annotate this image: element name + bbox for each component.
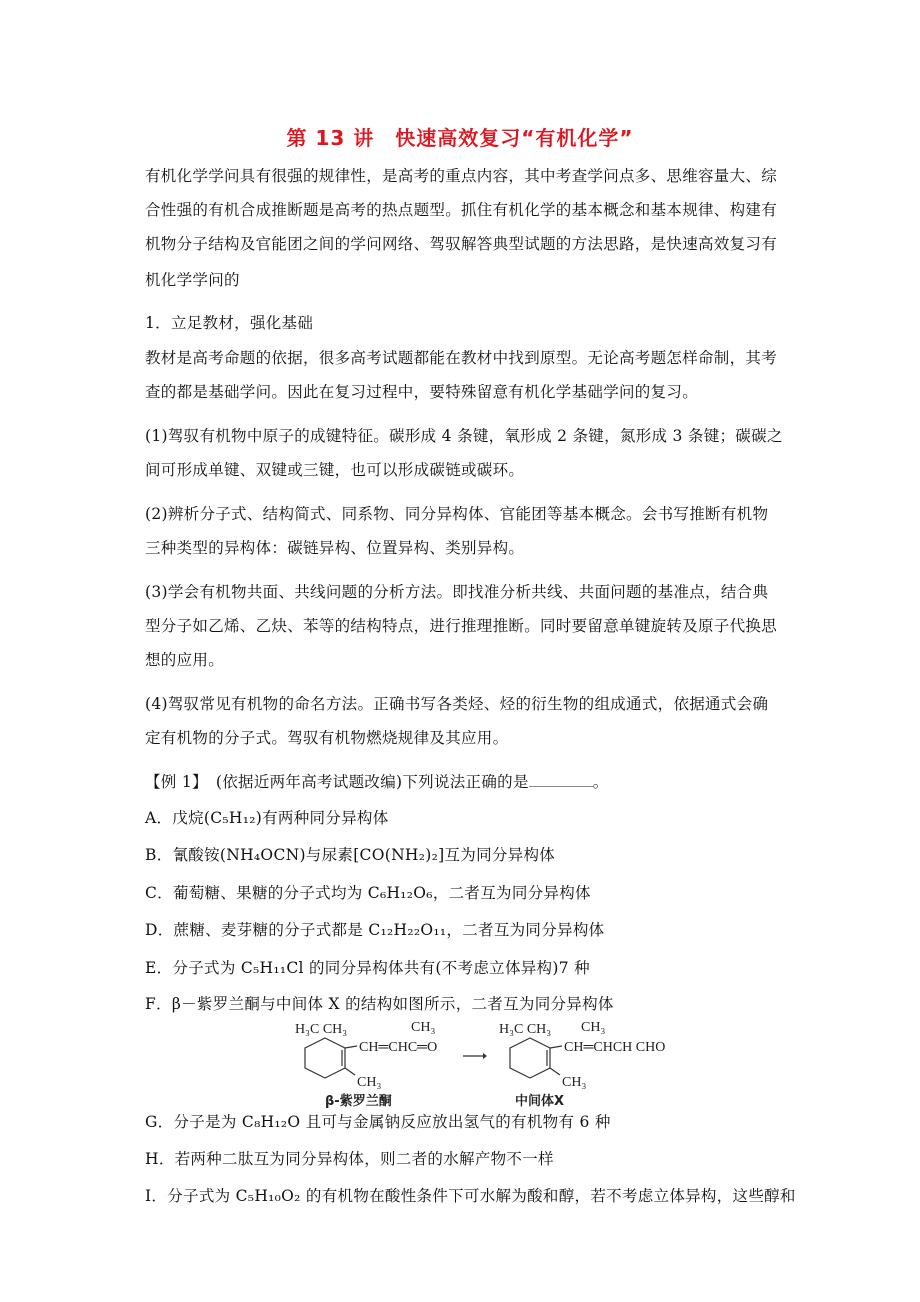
option-e: E．分子式为 C₅H₁₁Cl 的同分异构体共有(不考虑立体异构)7 种 xyxy=(145,959,590,977)
option-i: I．分子式为 C₅H₁₀O₂ 的有机物在酸性条件下可水解为酸和醇，若不考虑立体异构，这些醇和 xyxy=(145,1187,796,1205)
intermediate-x-structure xyxy=(499,1020,665,1108)
option-d: D．蔗糖、麦芽糖的分子式都是 C₁₂H₂₂O₁₁，二者互为同分异构体 xyxy=(145,921,605,939)
body-line: 查的都是基础学问。因此在复习过程中，要特殊留意有机化学基础学问的复习。 xyxy=(145,383,699,401)
body-line: 三种类型的异构体：碳链异构、位置异构、类别异构。 xyxy=(145,539,525,557)
methyl-label: CH₃ xyxy=(581,1020,606,1035)
option-c: C．葡萄糖、果糖的分子式均为 C₆H₁₂O₆，二者互为同分异构体 xyxy=(145,884,591,902)
example-label: 【例 1】 xyxy=(145,773,201,791)
side-chain-label: CH═CHCH CHO xyxy=(564,1040,666,1055)
answer-blank xyxy=(529,772,593,787)
body-line: (3)学会有机物共面、共线问题的分析方法。即找准分析共线、共面问题的基准点，结合典 xyxy=(145,583,769,601)
body-line: 教材是高考命题的依据，很多高考试题都能在教材中找到原型。无论高考题怎样命制，其考 xyxy=(145,349,778,367)
intro-line: 有机化学学问具有很强的规律性，是高考的重点内容，其中考查学问点多、思维容量大、综 xyxy=(145,167,778,185)
beta-ionone-structure xyxy=(295,1020,437,1108)
intro-line: 机物分子结构及官能团之间的学问网络、驾驭解答典型试题的方法思路，是快速高效复习有 xyxy=(145,235,778,253)
intro-line: 合性强的有机合成推断题是高考的热点题型。抓住有机化学的基本概念和基本规律、构建有 xyxy=(145,201,778,219)
body-line: 间可形成单键、双键或三键，也可以形成碳链或碳环。 xyxy=(145,461,525,479)
section-heading: 1．立足教材，强化基础 xyxy=(145,314,314,332)
body-line: 型分子如乙烯、乙炔、苯等的结构特点，进行推理推断。同时要留意单键旋转及原子代换思 xyxy=(145,617,778,635)
body-line: (1)驾驭有机物中原子的成键特征。碳形成 4 条键，氧形成 2 条键，氮形成 3 条键；碳碳之 xyxy=(145,427,783,445)
option-a: A．戊烷(C₅H₁₂)有两种同分异构体 xyxy=(145,809,389,827)
intro-line: 机化学学问的 xyxy=(145,271,240,289)
lecture-title: 第 13 讲 快速高效复习“有机化学” xyxy=(286,126,634,150)
option-g: G．分子是为 C₈H₁₂O 且可与金属钠反应放出氢气的有机物有 6 种 xyxy=(145,1113,611,1131)
example-end: 。 xyxy=(592,773,609,791)
beta-ionone-caption: β-紫罗兰酮 xyxy=(325,1094,392,1108)
side-chain-label: CH═CHC═O xyxy=(359,1040,438,1055)
ring-methyl-label: CH₃ xyxy=(562,1075,587,1090)
example-stem xyxy=(145,772,609,792)
gem-dimethyl-label: H₃C CH₃ xyxy=(499,1022,552,1037)
body-line: 定有机物的分子式。驾驭有机物燃烧规律及其应用。 xyxy=(145,729,509,747)
intermediate-x-caption: 中间体X xyxy=(515,1094,565,1108)
methyl-label: CH₃ xyxy=(411,1020,436,1035)
ring-methyl-label: CH₃ xyxy=(357,1075,382,1090)
gem-dimethyl-label: H₃C CH₃ xyxy=(295,1022,348,1037)
body-line: 想的应用。 xyxy=(145,651,225,669)
body-line: (2)辨析分子式、结构简式、同系物、同分异构体、官能团等基本概念。会书写推断有机物 xyxy=(145,505,769,523)
option-b: B．氰酸铵(NH₄OCN)与尿素[CO(NH₂)₂]互为同分异构体 xyxy=(145,846,556,864)
structure-figure xyxy=(285,1020,705,1108)
option-h: H．若两种二肽互为同分异构体，则二者的水解产物不一样 xyxy=(145,1150,554,1168)
body-line: (4)驾驭常见有机物的命名方法。正确书写各类烃、烃的衍生物的组成通式，依据通式会确 xyxy=(145,695,769,713)
option-f: F．β－紫罗兰酮与中间体 X 的结构如图所示，二者互为同分异构体 xyxy=(145,995,614,1013)
example-question: (依据近两年高考试题改编)下列说法正确的是 xyxy=(200,773,529,791)
